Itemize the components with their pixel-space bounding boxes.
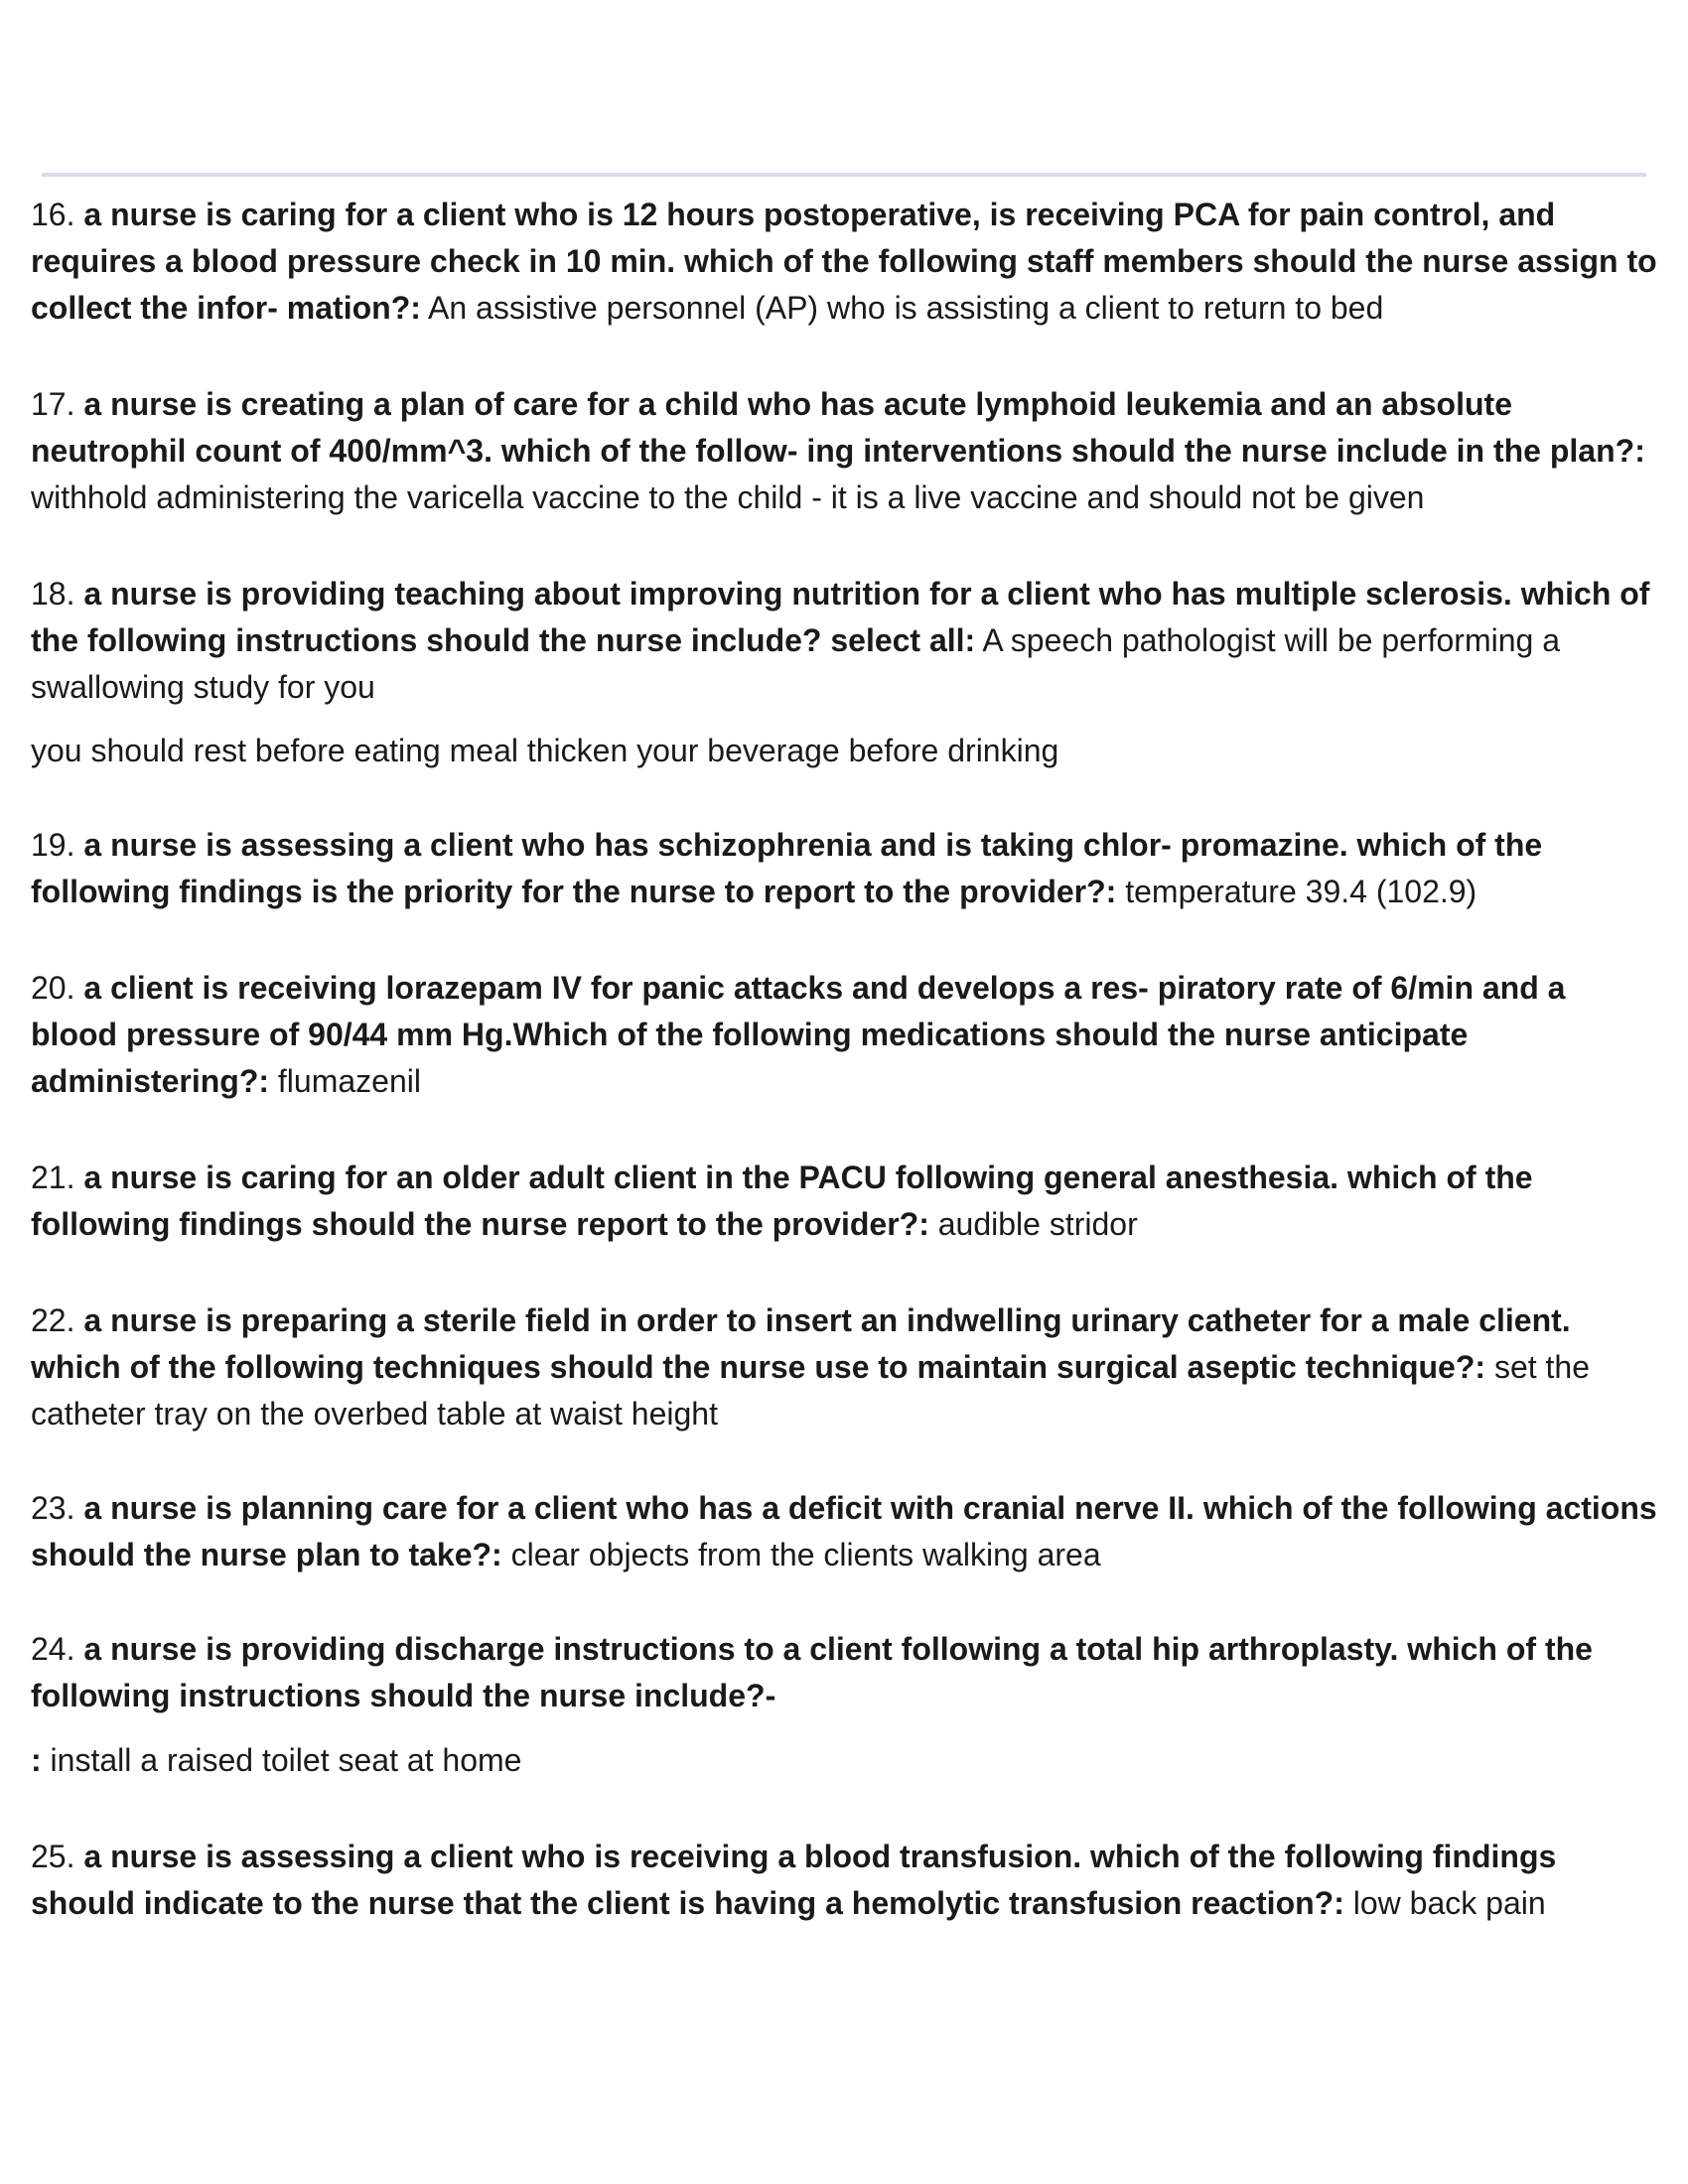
answer-text: flumazenil <box>277 1063 421 1099</box>
item-number: 21. <box>31 1160 75 1195</box>
answer-text: clear objects from the clients walking area <box>510 1537 1101 1572</box>
qa-item-16 <box>31 192 1659 332</box>
answer-prefix: : <box>31 1742 42 1778</box>
item-number: 19. <box>31 827 75 863</box>
qa-item-24-answer <box>31 1737 1659 1784</box>
qa-item-21 <box>31 1155 1659 1248</box>
question-text: a nurse is providing discharge instructions to a client following a total hip arthroplasty. which of the following instructions should the nurse include?- <box>31 1631 1593 1713</box>
item-number: 18. <box>31 576 75 612</box>
question-text: a nurse is caring for an older adult client in the PACU following general anesthesia. which of the following findings should the nurse report to the provider?: <box>31 1160 1533 1242</box>
qa-item-23 <box>31 1485 1659 1578</box>
qa-item-20 <box>31 965 1659 1105</box>
answer-text: audible stridor <box>937 1206 1138 1242</box>
answer-text: A speech pathologist will be performing a swallowing study for you <box>31 622 1560 705</box>
question-text: a nurse is assessing a client who has schizophrenia and is taking chlor- promazine. which of the following findings is the priority for the nurse to report to the provider?: <box>31 827 1543 909</box>
item-number: 17. <box>31 386 75 422</box>
question-text: a nurse is preparing a sterile field in order to insert an indwelling urinary catheter for a male client. which of the following techniques should the nurse use to maintain surgical aseptic technique?: <box>31 1302 1571 1385</box>
qa-item-18-answer-continued <box>31 728 1659 774</box>
header-divider <box>42 173 1646 177</box>
question-text: a nurse is caring for a client who is 12 hours postoperative, is receiving PCA for pain control, and requires a blood pressure check in 10 min. which of the following staff members should the nurse assign to collect the infor- mation?: <box>31 197 1657 326</box>
item-number: 20. <box>31 970 75 1006</box>
answer-text: you should rest before eating meal thicken your beverage before drinking <box>31 733 1059 768</box>
qa-item-25 <box>31 1834 1659 1927</box>
item-number: 16. <box>31 197 75 232</box>
item-number: 25. <box>31 1839 75 1874</box>
item-number: 22. <box>31 1302 75 1338</box>
question-text: a client is receiving lorazepam IV for panic attacks and develops a res- piratory rate of 6/min and a blood pressure of 90/44 mm Hg.Which of the following medications should the nurse anticipate administering?: <box>31 970 1566 1099</box>
question-text: a nurse is creating a plan of care for a child who has acute lymphoid leukemia and an absolute neutrophil count of 400/mm^3. which of the follow- ing interventions should the nurse include in the plan?: <box>31 386 1645 469</box>
answer-text: An assistive personnel (AP) who is assisting a client to return to bed <box>428 290 1384 326</box>
qa-item-18 <box>31 571 1659 711</box>
qa-item-24 <box>31 1626 1659 1719</box>
answer-text: set the catheter tray on the overbed table at waist height <box>31 1349 1590 1432</box>
question-text: a nurse is planning care for a client who has a deficit with cranial nerve II. which of the following actions should the nurse plan to take?: <box>31 1490 1657 1572</box>
answer-text: low back pain <box>1352 1885 1546 1921</box>
qa-item-17 <box>31 381 1659 521</box>
qa-item-22 <box>31 1297 1659 1437</box>
qa-item-19 <box>31 822 1659 915</box>
question-text: a nurse is providing teaching about improving nutrition for a client who has multiple sclerosis. which of the following instructions should the nurse include? select all: <box>31 576 1650 658</box>
item-number: 24. <box>31 1631 75 1667</box>
item-number: 23. <box>31 1490 75 1526</box>
answer-text: install a raised toilet seat at home <box>50 1742 522 1778</box>
answer-text: temperature 39.4 (102.9) <box>1125 874 1477 909</box>
answer-text: withhold administering the varicella vaccine to the child - it is a live vaccine and should not be given <box>31 479 1425 515</box>
question-text: a nurse is assessing a client who is receiving a blood transfusion. which of the following findings should indicate to the nurse that the client is having a hemolytic transfusion reaction?: <box>31 1839 1557 1921</box>
